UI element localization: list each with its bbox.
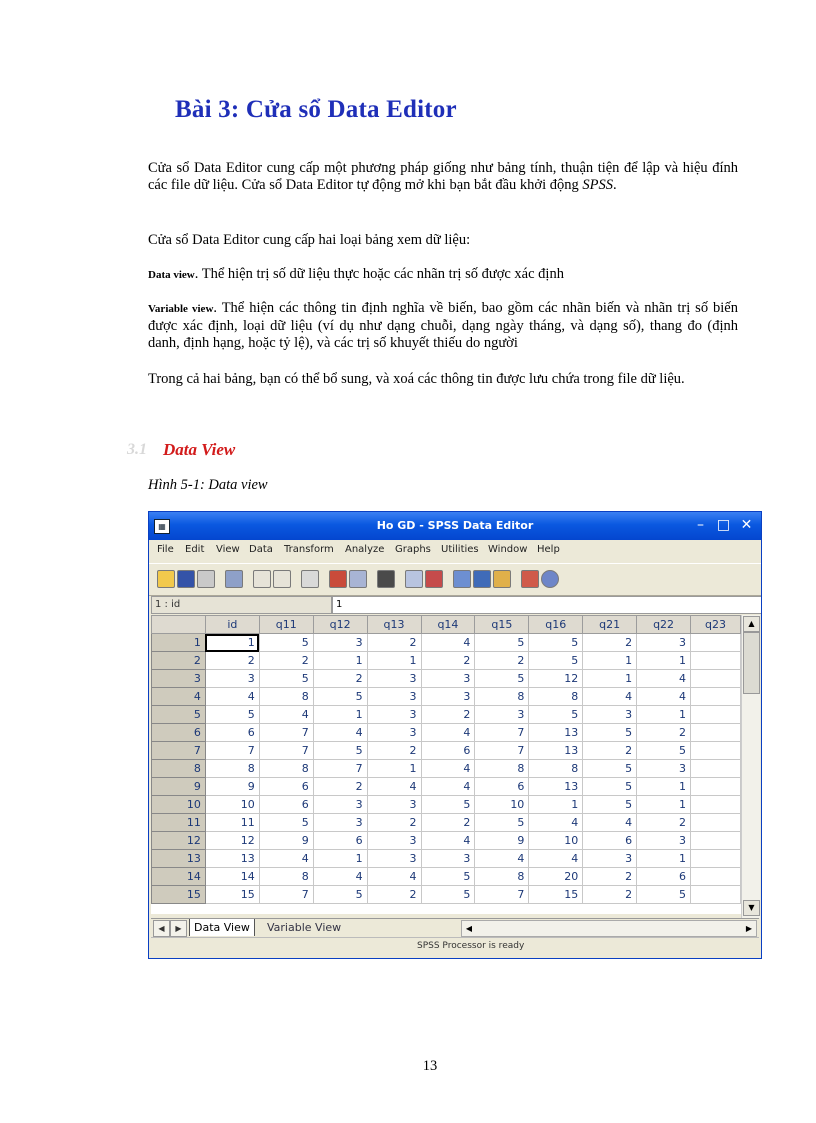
table-row: [152, 760, 741, 778]
table-row: [152, 832, 741, 850]
table-row: [152, 688, 741, 706]
row-header[interactable]: 1: [152, 634, 206, 652]
data-cell[interactable]: [691, 886, 741, 904]
value-labels-icon[interactable]: [521, 570, 539, 588]
figure-caption: Hình 5-1: Data view: [148, 477, 268, 493]
corner-cell[interactable]: [152, 616, 206, 634]
row-header[interactable]: 14: [152, 868, 206, 886]
split-file-icon[interactable]: [453, 570, 471, 588]
section-number: 3.1: [127, 441, 147, 458]
column-header-row: [152, 616, 741, 634]
data-cell[interactable]: 4: [583, 814, 637, 832]
table-row: [152, 724, 741, 742]
data-cell[interactable]: 3: [313, 796, 367, 814]
views-paragraph: Cửa sổ Data Editor cung cấp hai loại bảng xem dữ liệu:: [148, 232, 471, 248]
spss-app-icon[interactable]: ▦: [154, 519, 170, 534]
scroll-thumb[interactable]: [743, 632, 760, 694]
find-icon[interactable]: [377, 570, 395, 588]
tab-data-view[interactable]: Data View: [189, 919, 255, 936]
data-cell[interactable]: 1: [583, 670, 637, 688]
data-cell[interactable]: 6: [637, 868, 691, 886]
data-cell[interactable]: 3: [421, 670, 475, 688]
cell-value-input[interactable]: 1: [332, 596, 762, 614]
data-cell[interactable]: 5: [529, 706, 583, 724]
column-header[interactable]: q23: [691, 616, 741, 634]
data-cell[interactable]: 1: [205, 634, 259, 652]
data-cell[interactable]: 7: [259, 886, 313, 904]
data-cell[interactable]: 4: [475, 850, 529, 868]
minimize-icon[interactable]: –: [697, 517, 704, 533]
data-cell[interactable]: 1: [313, 850, 367, 868]
data-cell[interactable]: 1: [529, 796, 583, 814]
data-cell[interactable]: 1: [313, 652, 367, 670]
row-header[interactable]: 5: [152, 706, 206, 724]
row-header[interactable]: 3: [152, 670, 206, 688]
data-cell[interactable]: 13: [529, 724, 583, 742]
select-cases-icon[interactable]: [493, 570, 511, 588]
data-cell[interactable]: 5: [313, 688, 367, 706]
data-cell[interactable]: [691, 832, 741, 850]
data-cell[interactable]: 2: [583, 886, 637, 904]
row-header[interactable]: 10: [152, 796, 206, 814]
row-header[interactable]: 9: [152, 778, 206, 796]
intro-paragraph: [148, 160, 738, 194]
data-cell[interactable]: [691, 850, 741, 868]
data-cell[interactable]: 3: [421, 850, 475, 868]
insert-case-icon[interactable]: [405, 570, 423, 588]
data-cell[interactable]: [691, 814, 741, 832]
insert-variable-icon[interactable]: [425, 570, 443, 588]
table-row: [152, 868, 741, 886]
data-cell[interactable]: 1: [367, 760, 421, 778]
data-cell[interactable]: 13: [205, 850, 259, 868]
scroll-down-icon[interactable]: ▼: [743, 900, 760, 916]
data-cell[interactable]: 3: [367, 850, 421, 868]
data-cell[interactable]: 13: [529, 742, 583, 760]
data-cell[interactable]: 1: [637, 652, 691, 670]
data-cell[interactable]: 4: [367, 778, 421, 796]
column-header[interactable]: q16: [529, 616, 583, 634]
data-cell[interactable]: 2: [583, 868, 637, 886]
column-header[interactable]: q13: [367, 616, 421, 634]
data-cell[interactable]: 8: [205, 760, 259, 778]
data-cell[interactable]: 5: [529, 652, 583, 670]
data-cell[interactable]: 7: [205, 742, 259, 760]
data-cell[interactable]: 3: [637, 832, 691, 850]
row-header[interactable]: 11: [152, 814, 206, 832]
data-cell[interactable]: 3: [367, 706, 421, 724]
vertical-scrollbar[interactable]: [741, 615, 760, 918]
row-header[interactable]: 6: [152, 724, 206, 742]
scroll-right-icon[interactable]: ▶: [745, 924, 753, 933]
data-cell[interactable]: 15: [529, 886, 583, 904]
undo-icon[interactable]: [253, 570, 271, 588]
data-cell[interactable]: 8: [259, 688, 313, 706]
data-cell[interactable]: 3: [367, 796, 421, 814]
data-cell[interactable]: 12: [529, 670, 583, 688]
data-cell[interactable]: 7: [259, 724, 313, 742]
data-cell[interactable]: 5: [637, 886, 691, 904]
data-cell[interactable]: 3: [583, 706, 637, 724]
data-cell[interactable]: 5: [637, 742, 691, 760]
scroll-left-icon[interactable]: ◀: [465, 924, 473, 933]
menu-analyze[interactable]: Analyze: [345, 544, 385, 555]
data-cell[interactable]: 10: [475, 796, 529, 814]
data-cell[interactable]: 2: [367, 634, 421, 652]
page-number: 13: [422, 1058, 438, 1074]
column-header[interactable]: q15: [475, 616, 529, 634]
data-cell[interactable]: 8: [475, 868, 529, 886]
data-cell[interactable]: 7: [313, 760, 367, 778]
data-cell[interactable]: 3: [313, 814, 367, 832]
data-cell[interactable]: 7: [475, 724, 529, 742]
data-cell[interactable]: 2: [313, 778, 367, 796]
data-cell[interactable]: 11: [205, 814, 259, 832]
table-row: [152, 742, 741, 760]
data-cell[interactable]: 2: [367, 814, 421, 832]
data-cell[interactable]: 3: [205, 670, 259, 688]
data-table: [151, 615, 741, 904]
use-sets-icon[interactable]: [541, 570, 559, 588]
data-cell[interactable]: 9: [259, 832, 313, 850]
data-cell[interactable]: 2: [421, 706, 475, 724]
data-cell[interactable]: 8: [259, 868, 313, 886]
horizontal-scrollbar[interactable]: [461, 920, 757, 937]
data-view-term: Data view: [148, 269, 195, 281]
data-cell[interactable]: [691, 868, 741, 886]
data-cell[interactable]: 3: [637, 760, 691, 778]
table-row: [152, 634, 741, 652]
data-cell[interactable]: 1: [637, 796, 691, 814]
tab-scroll-right-icon[interactable]: ▶: [170, 920, 187, 937]
variable-view-definition: [148, 300, 738, 352]
data-cell[interactable]: [691, 706, 741, 724]
data-cell[interactable]: 5: [259, 670, 313, 688]
data-cell[interactable]: 9: [475, 832, 529, 850]
data-view-desc: . Thể hiện trị số dữ liệu thực hoặc các nhãn trị số được xác định: [194, 266, 564, 282]
data-cell[interactable]: 6: [259, 778, 313, 796]
intro-end: .: [612, 177, 617, 193]
data-cell[interactable]: 5: [259, 634, 313, 652]
data-cell[interactable]: 14: [205, 868, 259, 886]
variables-icon[interactable]: [349, 570, 367, 588]
data-cell[interactable]: 5: [421, 868, 475, 886]
data-cell[interactable]: 5: [583, 724, 637, 742]
data-cell[interactable]: [691, 742, 741, 760]
data-cell[interactable]: 2: [259, 652, 313, 670]
tab-scroll-left-icon[interactable]: ◀: [153, 920, 170, 937]
row-header[interactable]: 15: [152, 886, 206, 904]
data-cell[interactable]: 6: [205, 724, 259, 742]
data-cell[interactable]: 1: [313, 706, 367, 724]
row-header[interactable]: 2: [152, 652, 206, 670]
menu-data[interactable]: Data: [249, 544, 273, 555]
data-cell[interactable]: 8: [475, 688, 529, 706]
data-view-definition: [148, 266, 738, 284]
menu-graphs[interactable]: Graphs: [395, 544, 431, 555]
data-cell[interactable]: 13: [529, 778, 583, 796]
row-header[interactable]: 4: [152, 688, 206, 706]
data-cell[interactable]: 6: [313, 832, 367, 850]
data-cell[interactable]: 3: [367, 688, 421, 706]
status-bar: [151, 937, 759, 956]
column-header[interactable]: q21: [583, 616, 637, 634]
row-header[interactable]: 13: [152, 850, 206, 868]
data-cell[interactable]: 1: [637, 850, 691, 868]
data-cell[interactable]: 6: [421, 742, 475, 760]
column-header[interactable]: id: [205, 616, 259, 634]
row-header[interactable]: 8: [152, 760, 206, 778]
data-cell[interactable]: 8: [529, 688, 583, 706]
data-cell[interactable]: 1: [583, 652, 637, 670]
data-cell[interactable]: 4: [637, 670, 691, 688]
data-grid: [151, 615, 741, 914]
data-cell[interactable]: 2: [475, 652, 529, 670]
data-cell[interactable]: 2: [637, 814, 691, 832]
data-cell[interactable]: 4: [529, 814, 583, 832]
redo-icon[interactable]: [273, 570, 291, 588]
table-row: [152, 850, 741, 868]
data-cell[interactable]: 4: [313, 724, 367, 742]
data-cell[interactable]: 3: [367, 670, 421, 688]
view-tabs: [151, 918, 759, 937]
data-cell[interactable]: 5: [205, 706, 259, 724]
cell-editor-bar: [151, 596, 759, 613]
data-cell[interactable]: 2: [367, 886, 421, 904]
data-cell[interactable]: [691, 670, 741, 688]
data-cell[interactable]: 2: [583, 634, 637, 652]
page-title: Bài 3: Cửa sổ Data Editor: [175, 96, 457, 123]
data-cell[interactable]: 5: [313, 742, 367, 760]
data-cell[interactable]: 7: [475, 886, 529, 904]
data-cell[interactable]: 3: [475, 706, 529, 724]
variable-view-term: Variable view: [148, 303, 214, 315]
data-cell[interactable]: 2: [421, 652, 475, 670]
data-cell[interactable]: 3: [367, 832, 421, 850]
dialog-recall-icon[interactable]: [225, 570, 243, 588]
spss-window: [148, 511, 762, 959]
table-row: [152, 796, 741, 814]
data-cell[interactable]: 2: [583, 742, 637, 760]
data-cell[interactable]: 4: [637, 688, 691, 706]
window-title: Ho GD - SPSS Data Editor: [376, 519, 534, 532]
tab-variable-view[interactable]: Variable View: [267, 921, 342, 934]
data-cell[interactable]: 4: [259, 706, 313, 724]
data-cell[interactable]: [691, 652, 741, 670]
status-text: SPSS Processor is ready: [417, 941, 525, 951]
intro-spss: SPSS: [582, 177, 613, 193]
toolbar: [149, 563, 761, 596]
data-cell[interactable]: 4: [421, 724, 475, 742]
data-cell[interactable]: 10: [529, 832, 583, 850]
goto-case-icon[interactable]: [329, 570, 347, 588]
data-cell[interactable]: 5: [475, 814, 529, 832]
data-cell[interactable]: 9: [205, 778, 259, 796]
data-cell[interactable]: 4: [529, 850, 583, 868]
data-cell[interactable]: 4: [367, 868, 421, 886]
data-cell[interactable]: [691, 760, 741, 778]
data-cell[interactable]: 8: [475, 760, 529, 778]
menu-edit[interactable]: Edit: [185, 544, 205, 555]
data-cell[interactable]: 5: [583, 796, 637, 814]
row-header[interactable]: 12: [152, 832, 206, 850]
intro-text: Cửa sổ Data Editor cung cấp một phương pháp giống như bảng tính, thuận tiện để lập và hiệu đính các file dữ liệu. Cửa sổ Data Editor tự động mở khi bạn bắt đầu khởi động: [148, 160, 738, 193]
data-cell[interactable]: 7: [475, 742, 529, 760]
column-header[interactable]: q11: [259, 616, 313, 634]
open-icon[interactable]: [157, 570, 175, 588]
column-header[interactable]: q22: [637, 616, 691, 634]
column-header[interactable]: q12: [313, 616, 367, 634]
data-cell[interactable]: 4: [421, 832, 475, 850]
data-cell[interactable]: 3: [421, 688, 475, 706]
data-cell[interactable]: 3: [637, 634, 691, 652]
data-cell[interactable]: 4: [205, 688, 259, 706]
data-cell[interactable]: 5: [583, 778, 637, 796]
weight-cases-icon[interactable]: [473, 570, 491, 588]
data-cell[interactable]: 5: [529, 634, 583, 652]
menu-window[interactable]: Window: [488, 544, 528, 555]
menu-bar: [149, 540, 761, 561]
data-cell[interactable]: 4: [421, 778, 475, 796]
data-cell[interactable]: 3: [367, 724, 421, 742]
menu-utilities[interactable]: Utilities: [441, 544, 479, 555]
table-row: [152, 670, 741, 688]
data-cell[interactable]: [691, 724, 741, 742]
close-icon[interactable]: ✕: [740, 517, 753, 533]
data-cell[interactable]: 5: [583, 760, 637, 778]
column-header[interactable]: q14: [421, 616, 475, 634]
data-cell[interactable]: 8: [259, 760, 313, 778]
data-cell[interactable]: 1: [637, 706, 691, 724]
data-cell[interactable]: 2: [313, 670, 367, 688]
data-cell[interactable]: 2: [205, 652, 259, 670]
data-cell[interactable]: 15: [205, 886, 259, 904]
data-cell[interactable]: 6: [259, 796, 313, 814]
cell-reference: 1 : id: [151, 596, 332, 614]
data-cell[interactable]: [691, 796, 741, 814]
table-row: [152, 814, 741, 832]
data-cell[interactable]: 3: [583, 850, 637, 868]
save-icon[interactable]: [177, 570, 195, 588]
section-title: Data View: [163, 440, 236, 459]
print-icon[interactable]: [197, 570, 215, 588]
table-row: [152, 886, 741, 904]
data-cell[interactable]: 3: [313, 634, 367, 652]
data-cell[interactable]: 5: [259, 814, 313, 832]
menu-view[interactable]: View: [216, 544, 240, 555]
data-cell[interactable]: 1: [637, 778, 691, 796]
data-cell[interactable]: 6: [475, 778, 529, 796]
data-cell[interactable]: 20: [529, 868, 583, 886]
data-cell[interactable]: 4: [421, 634, 475, 652]
data-cell[interactable]: 4: [421, 760, 475, 778]
scroll-up-icon[interactable]: ▲: [743, 616, 760, 632]
variable-view-desc: . Thể hiện các thông tin định nghĩa về biến, bao gồm các nhãn biến và nhãn trị số biến được xác định, loại dữ liệu (ví dụ như dạng chuỗi, dạng ngày tháng, và dạng số), thang đo (định danh, định hạng, hoặc tỷ lệ), và các trị số khuyết thiếu do người: [148, 300, 738, 351]
data-cell[interactable]: 6: [583, 832, 637, 850]
edit-paragraph: Trong cả hai bảng, bạn có thể bổ sung, và xoá các thông tin được lưu chứa trong file dữ liệu.: [148, 371, 685, 387]
data-cell[interactable]: 5: [475, 670, 529, 688]
table-row: [152, 706, 741, 724]
table-row: [152, 778, 741, 796]
data-cell[interactable]: 7: [259, 742, 313, 760]
data-cell[interactable]: 1: [367, 652, 421, 670]
goto-chart-icon[interactable]: [301, 570, 319, 588]
title-bar: [149, 512, 761, 540]
maximize-icon[interactable]: □: [716, 517, 731, 533]
data-cell[interactable]: 4: [313, 868, 367, 886]
data-cell[interactable]: 5: [421, 796, 475, 814]
data-cell[interactable]: 5: [475, 634, 529, 652]
data-cell[interactable]: [691, 688, 741, 706]
menu-transform[interactable]: Transform: [284, 544, 334, 555]
data-cell[interactable]: 5: [421, 886, 475, 904]
table-row: [152, 652, 741, 670]
data-cell[interactable]: 4: [583, 688, 637, 706]
data-cell[interactable]: 8: [529, 760, 583, 778]
menu-help[interactable]: Help: [537, 544, 560, 555]
data-cell[interactable]: 10: [205, 796, 259, 814]
data-cell[interactable]: 4: [259, 850, 313, 868]
menu-file[interactable]: File: [157, 544, 174, 555]
data-cell[interactable]: 2: [637, 724, 691, 742]
data-cell[interactable]: 12: [205, 832, 259, 850]
data-cell[interactable]: [691, 634, 741, 652]
data-cell[interactable]: 2: [421, 814, 475, 832]
data-cell[interactable]: 5: [313, 886, 367, 904]
row-header[interactable]: 7: [152, 742, 206, 760]
data-cell[interactable]: 2: [367, 742, 421, 760]
data-cell[interactable]: [691, 778, 741, 796]
